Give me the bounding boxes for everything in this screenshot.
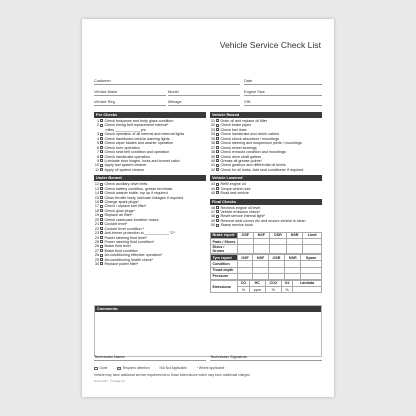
item-label: Check glow plugs* [104, 208, 135, 213]
checkbox[interactable] [216, 146, 219, 149]
item-number: 32 [210, 123, 215, 128]
checkbox[interactable] [216, 183, 219, 186]
comments-box[interactable] [94, 305, 322, 357]
vehicle-lowered-header: Vehicle Lowered [210, 175, 322, 181]
checkbox[interactable] [100, 254, 103, 257]
item-label: Check for oil leaks. Add seal conditioner if required [220, 167, 304, 172]
vehicle-reg-field[interactable]: Vehicle Reg [94, 98, 166, 106]
table-header-cell: OSR [268, 255, 285, 261]
item-number: 29 [94, 257, 99, 262]
table-cell[interactable] [268, 273, 285, 279]
item-label: Check operation of all internal and external lights [104, 132, 185, 137]
checkbox[interactable] [216, 187, 219, 190]
customer-field[interactable]: Customer [94, 77, 240, 85]
item-label: Check timing belt replacement interval* [104, 123, 169, 128]
item-label: Anti-freeze protection to ____________°C* [104, 231, 175, 236]
checkbox[interactable] [216, 159, 219, 162]
checkbox[interactable] [100, 236, 103, 239]
item-number: 25 [94, 239, 99, 244]
checkbox[interactable] [100, 200, 103, 203]
checkbox[interactable] [216, 133, 219, 136]
checkbox[interactable] [100, 245, 103, 248]
table-header-cell: OSF [237, 232, 253, 238]
emission-unit[interactable]: % [281, 287, 292, 293]
checklist-item [94, 168, 206, 172]
emission-hc: HC [250, 280, 266, 286]
checkbox[interactable] [216, 128, 219, 131]
checkbox[interactable] [216, 191, 219, 194]
checkbox[interactable] [216, 168, 219, 171]
table-cell[interactable] [253, 245, 269, 254]
item-number: 41 [210, 163, 215, 168]
right-column [210, 112, 322, 293]
item-number: 46 [210, 205, 215, 210]
item-label: Refill engine oil [220, 182, 246, 187]
item-number: 48 [210, 214, 215, 219]
item-number: 45 [210, 191, 215, 196]
item-number: 9 [96, 158, 99, 163]
item-label: Check exhaust condition and mountings [220, 150, 286, 155]
item-label: Check crankcase breather hoses [104, 217, 159, 222]
item-number: 17 [94, 204, 99, 209]
checkbox[interactable] [216, 141, 219, 144]
page-title: Vehicle Service Check List [219, 40, 321, 50]
item-number: 15 [94, 195, 99, 200]
item-label: Check fuel lines [220, 127, 247, 132]
item-number: 16 [94, 200, 99, 204]
checklist-item [210, 191, 322, 195]
checkbox[interactable] [216, 210, 219, 213]
item-label: Check steering and suspension joints / mountings [220, 141, 302, 146]
checkbox[interactable] [100, 164, 103, 167]
item-number: 8 [96, 154, 99, 159]
item-number: 33 [210, 127, 215, 132]
legend-note: Vehicle may have additional service requirements to those listed above which may incur additional charges [94, 373, 250, 377]
item-label: Replace pollen filter* [104, 262, 139, 267]
under-bonnet-header: Under Bonnet [94, 175, 206, 181]
vin-field[interactable]: VIN [244, 98, 322, 106]
row-label: Condition [211, 261, 238, 267]
checkbox[interactable] [216, 124, 219, 127]
checkbox[interactable] [100, 146, 103, 149]
checkbox[interactable] [100, 168, 103, 171]
item-number: 7 [96, 150, 99, 155]
checkbox[interactable] [216, 206, 219, 209]
item-number: 10 [94, 163, 99, 168]
checkbox[interactable] [216, 219, 219, 222]
final-checks-header: Final Checks [210, 199, 322, 205]
checkbox[interactable] [216, 224, 219, 227]
emission-o2: O2 [281, 280, 292, 286]
checkbox[interactable] [100, 150, 103, 153]
checkbox[interactable] [100, 137, 103, 140]
row-label: Pressure [211, 273, 238, 279]
legend: Done Requires attention N/A Not Applicable * Where applicable Vehicle may have additional service requirements to those listed above which may incur additional charges [94, 366, 322, 377]
item-label: Apply fuel system cleaner [104, 163, 147, 168]
checkbox[interactable] [100, 258, 103, 261]
item-label: Recheck engine oil level [220, 205, 261, 210]
item-number: 18 [94, 208, 99, 213]
item-number: 5 [96, 141, 99, 146]
item-number: 23 [94, 231, 99, 236]
item-number: 3 [96, 132, 99, 137]
attention-swatch-icon [117, 367, 121, 370]
brake-report-table [210, 232, 322, 254]
item-number: 24 [94, 235, 99, 240]
table-cell[interactable] [237, 273, 253, 279]
item-label: Air-conditioning effective operation* [104, 253, 163, 258]
emissions-label: Emissions [211, 280, 238, 292]
emission-unit[interactable]: ppm [250, 287, 266, 293]
item-number: 12 [94, 182, 99, 187]
item-number: 4 [96, 136, 99, 141]
item-label: Check drive shaft gaiters [220, 154, 262, 159]
item-number: 22 [94, 226, 99, 231]
item-label: Check brake pipes [220, 123, 252, 128]
checkbox[interactable] [100, 124, 103, 127]
vehicle-raised-header: Vehicle Raised [210, 112, 322, 118]
item-label: Check bodywork and body glass condition [104, 119, 174, 123]
item-number: 50 [210, 223, 215, 228]
comments-header: Comments: [95, 306, 321, 312]
checkbox[interactable] [100, 249, 103, 252]
checkbox[interactable] [100, 231, 103, 234]
checkbox[interactable] [100, 196, 103, 199]
date-field[interactable]: Date [244, 77, 322, 85]
checkbox[interactable] [100, 141, 103, 144]
item-number: 47 [210, 210, 215, 214]
vehicle-raised-list [210, 118, 322, 172]
tyre-report-table [210, 254, 322, 280]
table-cell[interactable] [253, 273, 268, 279]
item-label: Check handbrake and clutch cables [220, 132, 279, 137]
item-number: 21 [94, 222, 99, 227]
mileage-field[interactable]: Mileage [168, 98, 240, 106]
table-header-cell: OSF [237, 255, 253, 261]
model-field[interactable]: Model [168, 88, 240, 96]
item-label: Check seat belt condition and operation [104, 150, 170, 155]
item-label: Check wheel bearings [220, 145, 257, 150]
item-label: Air-conditioning health check* [104, 257, 154, 262]
table-cell[interactable] [301, 273, 322, 279]
item-label: Lubricate door hinges, locks and bonnet catch [104, 158, 180, 163]
table-cell[interactable] [237, 245, 253, 254]
emission-co: CO [237, 280, 249, 286]
item-number: 35 [210, 136, 215, 141]
item-number: 20 [94, 217, 99, 222]
item-number: 36 [210, 141, 215, 146]
table-header-cell: NSR [285, 255, 301, 261]
pre-checks-list [94, 118, 206, 172]
table-cell[interactable] [286, 245, 303, 254]
checklist-item [94, 262, 206, 266]
item-number: 28 [94, 253, 99, 258]
checkbox[interactable] [100, 240, 103, 243]
item-label: Grease all grease points* [220, 158, 262, 163]
item-label: Check battery condition, grease terminals [104, 186, 173, 191]
item-label: Remove seat covers etc and ensure vehicle is clean [220, 218, 306, 223]
checkbox[interactable] [100, 187, 103, 190]
engine-size-field[interactable]: Engine Size [244, 88, 322, 96]
table-header-cell: OSR [269, 232, 286, 238]
checkbox[interactable] [100, 218, 103, 221]
checkbox[interactable] [216, 164, 219, 167]
item-number: 6 [96, 145, 99, 150]
item-label: Check washer bottle, top up if required [104, 191, 168, 196]
table-header-cell: NSF [253, 232, 269, 238]
item-number: 38 [210, 150, 215, 155]
table-header-cell: Brake report [211, 232, 238, 238]
row-label: Tread depth [211, 267, 238, 273]
item-number: 49 [210, 218, 215, 223]
item-label: Coolant level condition:* [104, 226, 145, 231]
emission-co2: CO2 [265, 280, 281, 286]
technician-signature-field[interactable]: Technician Signature [210, 354, 322, 361]
item-number: 30 [94, 262, 99, 267]
table-header-cell: Limit [303, 232, 322, 238]
item-label: Coolant level* [104, 222, 128, 227]
table-header-cell: Tyre report [211, 255, 238, 261]
checkbox[interactable] [100, 119, 103, 122]
item-label: Check horn operation [104, 145, 140, 150]
table-row [211, 245, 322, 254]
table-header-cell: NSR [286, 232, 303, 238]
emission-unit[interactable]: % [265, 287, 281, 293]
item-label: Brake fluid level [104, 244, 131, 249]
item-label: Change spark plugs* [104, 200, 139, 204]
table-cell[interactable] [303, 245, 322, 254]
footer: Service 2017 · © Garage Ltd [94, 380, 125, 383]
table-cell[interactable] [285, 273, 301, 279]
item-label: Brake fluid condition [104, 248, 138, 253]
item-label: Check auxiliary drive belts [104, 182, 148, 187]
item-label: Power steering fluid condition* [104, 239, 155, 244]
checkbox[interactable] [100, 191, 103, 194]
item-label: Reset service interval light* [220, 214, 265, 219]
item-number: 27 [94, 248, 99, 253]
checkbox[interactable] [216, 119, 219, 122]
emission-unit[interactable] [293, 287, 322, 293]
final-checks-list [210, 205, 322, 228]
item-label: Apply oil system cleaner [104, 167, 145, 172]
item-number: 39 [210, 154, 215, 159]
service-checklist-page [82, 19, 334, 397]
table-row [211, 273, 322, 279]
checkbox[interactable] [100, 227, 103, 230]
left-column [94, 112, 206, 267]
checkbox[interactable] [216, 150, 219, 153]
item-number: 2 [96, 123, 99, 128]
vehicle-make-field[interactable]: Vehicle Make [94, 88, 166, 96]
item-number: 19 [94, 213, 99, 218]
emissions-table [210, 280, 322, 293]
checkbox[interactable] [100, 262, 103, 265]
checkbox[interactable] [100, 222, 103, 225]
checklist-item [210, 168, 322, 172]
item-label: Check gearbox and differential oil levels [220, 163, 286, 168]
item-label: Check shock absorbers / mountings [220, 136, 280, 141]
item-number: 42 [210, 167, 215, 172]
item-number: 44 [210, 186, 215, 191]
item-number: 43 [210, 182, 215, 187]
emission-unit[interactable]: % [237, 287, 249, 293]
row-label: Discs / Drums [211, 245, 238, 254]
item-number: 37 [210, 145, 215, 150]
item-label: Check / replace fuel filter* [104, 204, 147, 209]
item-label: Check handbrake operation [104, 154, 150, 159]
item-label: Drain oil and replace oil filter [220, 119, 268, 123]
pre-checks-header: Pre Checks [94, 112, 206, 118]
table-cell[interactable] [269, 245, 286, 254]
checklist-item [210, 223, 322, 227]
emission-lambda: Lambda [293, 280, 322, 286]
item-label: Power steering fluid level* [104, 235, 147, 240]
item-number: 1 [96, 119, 99, 123]
vehicle-lowered-list [210, 181, 322, 195]
row-label: Pads / Shoes [212, 239, 236, 244]
checkbox[interactable] [216, 137, 219, 140]
technician-name-field[interactable]: Technician Name [94, 354, 206, 361]
item-number: 14 [94, 191, 99, 196]
item-number: 31 [210, 119, 215, 123]
checkbox[interactable] [100, 205, 103, 208]
item-label: Stamp service book [220, 223, 253, 228]
item-number: 34 [210, 132, 215, 137]
checkbox[interactable] [216, 215, 219, 218]
checkbox[interactable] [100, 183, 103, 186]
item-label: miles ____________ yrs [104, 127, 146, 132]
vehicle-details [94, 77, 322, 109]
done-swatch-icon [94, 367, 98, 370]
item-label: Check dashboard vehicle warning lights [104, 136, 170, 141]
item-number: 11 [95, 167, 99, 172]
item-label: Replace air filter* [104, 213, 133, 218]
table-header-cell: Spare [301, 255, 322, 261]
checkbox[interactable] [100, 209, 103, 212]
item-label: Check wiper blades and washer operation [104, 141, 174, 146]
checkbox[interactable] [100, 159, 103, 162]
checkbox[interactable] [100, 214, 103, 217]
item-number: 40 [210, 158, 215, 163]
item-number: 26 [94, 244, 99, 249]
checkbox[interactable] [100, 155, 103, 158]
under-bonnet-list [94, 181, 206, 266]
item-label: Vehicle emission check* [220, 210, 261, 214]
item-number: 13 [94, 186, 99, 191]
item-label: Clean throttle body, lubricate linkages if required [104, 195, 184, 200]
table-header-cell: NSF [253, 255, 268, 261]
checkbox[interactable] [216, 155, 219, 158]
item-label: Torque wheel nuts [220, 186, 251, 191]
item-label: Road test vehicle [220, 191, 249, 196]
checkbox[interactable] [100, 133, 103, 136]
